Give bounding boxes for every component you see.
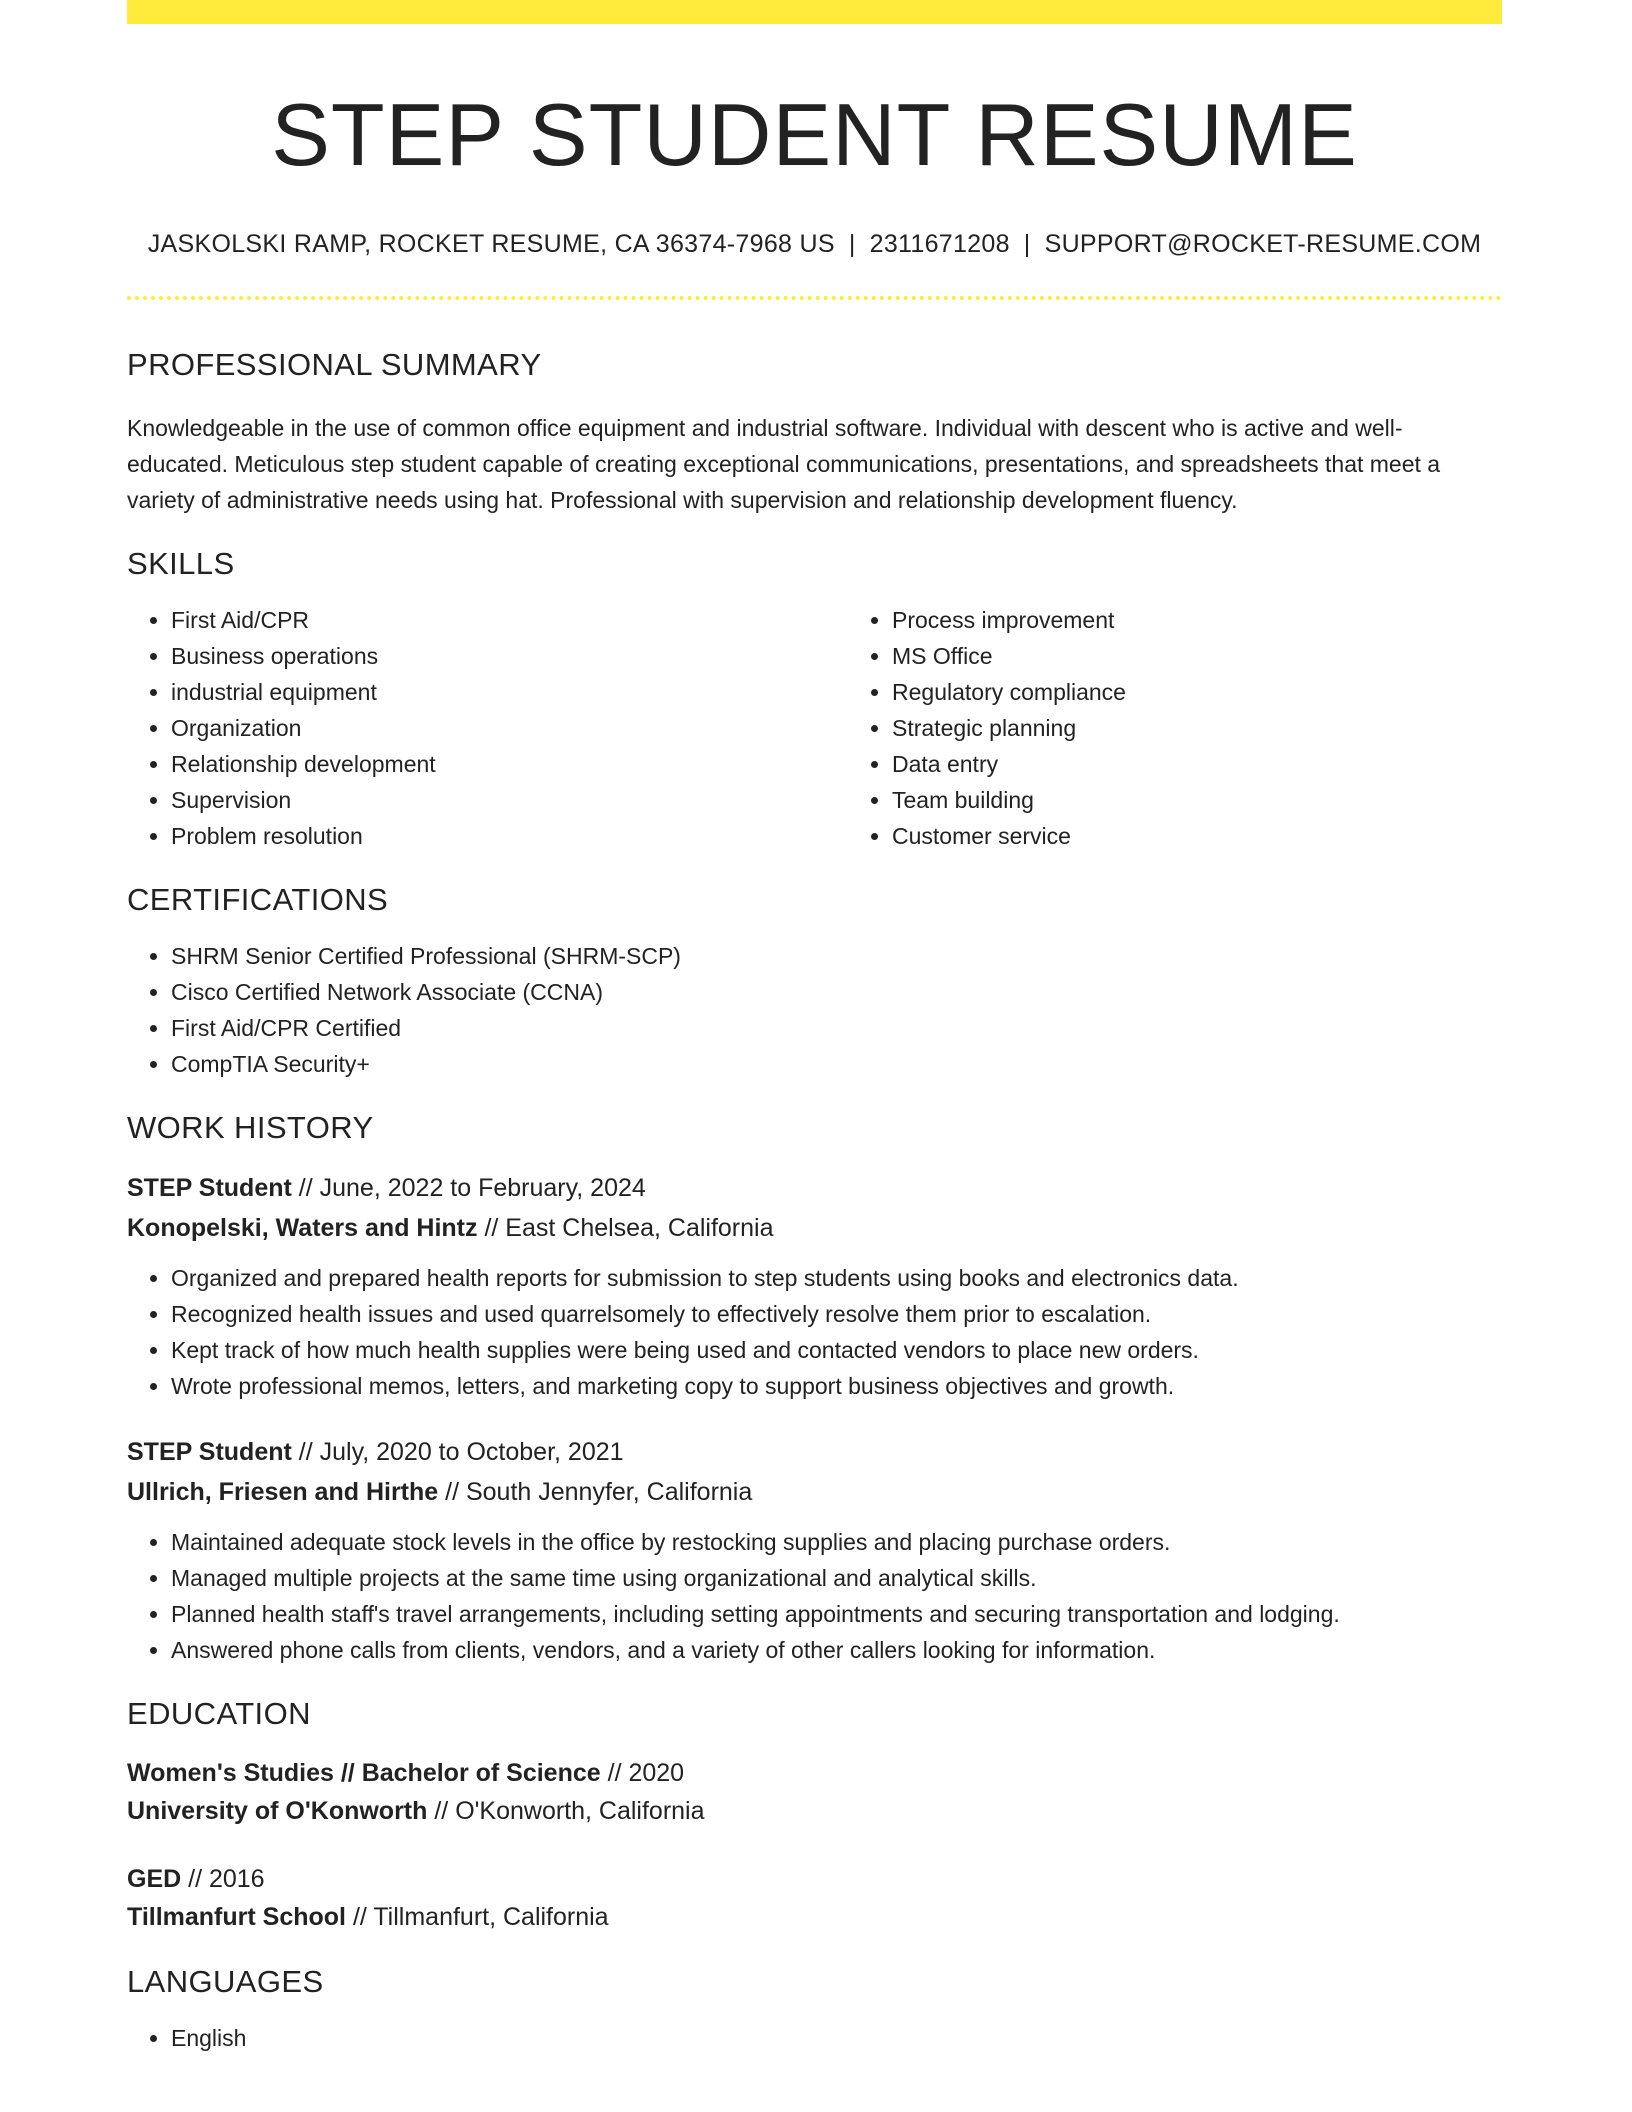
skill-item: • industrial equipment xyxy=(171,674,848,710)
education-entry xyxy=(127,1860,1502,1936)
job-bullet: • Kept track of how much health supplies were being used and contacted vendors to place new orders. xyxy=(171,1332,1502,1368)
job-location: // East Chelsea, California xyxy=(477,1214,774,1243)
professional-summary-section xyxy=(127,300,1502,518)
education-degree-line xyxy=(127,1860,1502,1898)
resume-page xyxy=(127,0,1502,2056)
job-bullet: • Recognized health issues and used quarrelsomely to effectively resolve them prior to escalation. xyxy=(171,1296,1502,1332)
skills-list-right xyxy=(848,602,1569,854)
contact-line xyxy=(127,230,1502,259)
education-degree: GED xyxy=(127,1865,182,1894)
skill-item: • Strategic planning xyxy=(892,710,1569,746)
education-year: // 2020 xyxy=(600,1759,685,1788)
job-bullet: • Organized and prepared health reports for submission to step students using books and electronics data. xyxy=(171,1260,1502,1296)
certification-item: • Cisco Certified Network Associate (CCNA) xyxy=(171,974,1502,1010)
contact-separator: | xyxy=(848,230,856,259)
job-entry xyxy=(127,1432,1502,1668)
education-school-line xyxy=(127,1898,1502,1936)
education-degree-line xyxy=(127,1754,1502,1792)
skill-item: • First Aid/CPR xyxy=(171,602,848,638)
section-heading: LANGUAGES xyxy=(127,1964,324,2000)
job-company-line xyxy=(127,1208,1502,1248)
education-location: // O'Konworth, California xyxy=(427,1797,705,1826)
job-company-line xyxy=(127,1472,1502,1512)
skill-item: • Customer service xyxy=(892,818,1569,854)
job-dates: // June, 2022 to February, 2024 xyxy=(291,1174,646,1203)
education-degree: Women's Studies // Bachelor of Science xyxy=(127,1759,601,1788)
skill-item: • Relationship development xyxy=(171,746,848,782)
education-school: University of O'Konworth xyxy=(127,1797,428,1826)
skill-item: • Process improvement xyxy=(892,602,1569,638)
job-company: Ullrich, Friesen and Hirthe xyxy=(127,1478,439,1507)
certifications-section xyxy=(127,854,1502,1082)
skills-list-left xyxy=(127,602,848,854)
contact-phone: 2311671208 xyxy=(869,230,1010,259)
certification-item: • CompTIA Security+ xyxy=(171,1046,1502,1082)
education-location: // Tillmanfurt, California xyxy=(346,1903,609,1932)
job-bullets xyxy=(127,1260,1502,1404)
skill-item: • Team building xyxy=(892,782,1569,818)
education-entry xyxy=(127,1754,1502,1830)
job-bullet: • Managed multiple projects at the same time using organizational and analytical skills. xyxy=(171,1560,1502,1596)
summary-text: Knowledgeable in the use of common office equipment and industrial software. Individual with descent who is active and well-educated. Meticulous step student capable of creating exceptional communications, presentations, and spreadsheets that meet a variety of administrative needs using hat. Professional with supervision and relationship development fluency. xyxy=(127,415,1441,514)
job-bullet: • Wrote professional memos, letters, and marketing copy to support business objectives and growth. xyxy=(171,1368,1502,1404)
skills-grid xyxy=(127,582,1502,854)
language-item: • English xyxy=(171,2020,1502,2056)
skill-item: • Problem resolution xyxy=(171,818,848,854)
job-title: STEP Student xyxy=(127,1174,292,1203)
job-title-line xyxy=(127,1168,1502,1208)
education-school-line xyxy=(127,1792,1502,1830)
skill-item: • Organization xyxy=(171,710,848,746)
section-heading: PROFESSIONAL SUMMARY xyxy=(127,347,542,383)
skills-section xyxy=(127,518,1502,854)
skill-item: • MS Office xyxy=(892,638,1569,674)
section-heading: EDUCATION xyxy=(127,1696,311,1732)
certification-item: • First Aid/CPR Certified xyxy=(171,1010,1502,1046)
accent-top-bar xyxy=(127,0,1502,24)
languages-list xyxy=(127,2020,1502,2056)
job-bullet: • Planned health staff's travel arrangements, including setting appointments and securing transportation and lodging. xyxy=(171,1596,1502,1632)
skill-item: • Data entry xyxy=(892,746,1569,782)
work-history-section xyxy=(127,1082,1502,1668)
skill-item: • Regulatory compliance xyxy=(892,674,1569,710)
resume-title: STEP STUDENT RESUME xyxy=(271,85,1358,184)
contact-separator: | xyxy=(1023,230,1031,259)
job-bullets xyxy=(127,1524,1502,1668)
job-entry xyxy=(127,1168,1502,1404)
job-company: Konopelski, Waters and Hintz xyxy=(127,1214,478,1243)
skill-item: • Supervision xyxy=(171,782,848,818)
contact-email: SUPPORT@ROCKET-RESUME.COM xyxy=(1044,230,1482,259)
job-location: // South Jennyfer, California xyxy=(438,1478,753,1507)
job-title-line xyxy=(127,1432,1502,1472)
education-school: Tillmanfurt School xyxy=(127,1903,346,1932)
skill-item: • Business operations xyxy=(171,638,848,674)
section-heading: CERTIFICATIONS xyxy=(127,882,389,918)
education-year: // 2016 xyxy=(181,1865,265,1894)
education-section xyxy=(127,1668,1502,1936)
certification-item: • SHRM Senior Certified Professional (SHRM-SCP) xyxy=(171,938,1502,974)
job-dates: // July, 2020 to October, 2021 xyxy=(291,1438,624,1467)
job-title: STEP Student xyxy=(127,1438,292,1467)
certifications-list xyxy=(127,938,1502,1082)
section-heading: SKILLS xyxy=(127,546,235,582)
section-heading: WORK HISTORY xyxy=(127,1110,374,1146)
contact-address: JASKOLSKI RAMP, ROCKET RESUME, CA 36374-7968 US xyxy=(147,230,835,259)
job-bullet: • Maintained adequate stock levels in the office by restocking supplies and placing purchase orders. xyxy=(171,1524,1502,1560)
languages-section xyxy=(127,1936,1502,2056)
job-bullet: • Answered phone calls from clients, vendors, and a variety of other callers looking for information. xyxy=(171,1632,1502,1668)
